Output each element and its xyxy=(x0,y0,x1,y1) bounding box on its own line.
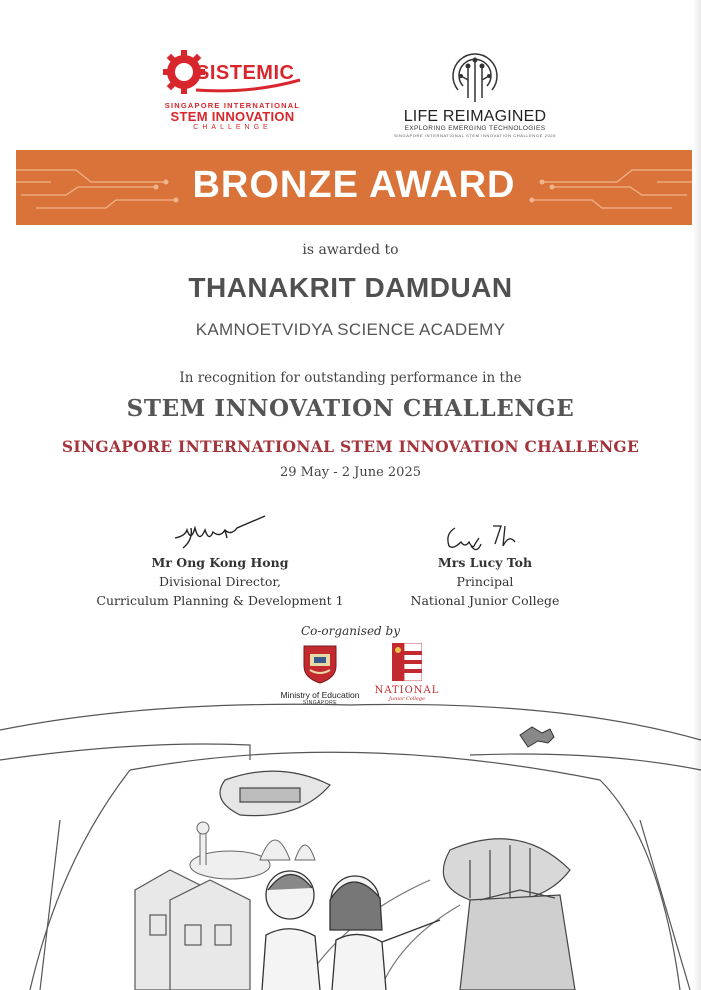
signatory-2 xyxy=(380,520,590,610)
moe-crest-icon xyxy=(302,644,338,684)
challenge-title: STEM INNOVATION CHALLENGE xyxy=(126,395,575,422)
signatory-2-title2: National Junior College xyxy=(410,593,560,608)
recipient-name: THANAKRIT DAMDUAN xyxy=(188,272,513,303)
awarded-to-text: is awarded to xyxy=(302,242,399,258)
signatory-1-name: Mr Ong Kong Hong xyxy=(151,555,289,570)
moe-country: SINGAPORE xyxy=(302,700,338,706)
sistemic-line2: STEM INNOVATION xyxy=(170,109,295,124)
sistemic-logo xyxy=(160,50,305,136)
njc-logo xyxy=(372,643,442,702)
njc-name: NATIONAL xyxy=(374,685,440,696)
sistemic-brand: SISTEMIC xyxy=(196,62,295,84)
circuit-head-icon xyxy=(448,50,502,106)
school-name: KAMNOETVIDYA SCIENCE ACADEMY xyxy=(195,320,506,339)
challenge-full-title: SINGAPORE INTERNATIONAL STEM INNOVATION CHALLENGE xyxy=(61,437,640,456)
sistemic-line1: SINGAPORE INTERNATIONAL xyxy=(164,101,301,110)
recognition-text: In recognition for outstanding performance in the xyxy=(179,370,522,386)
event-dates: 29 May - 2 June 2025 xyxy=(279,465,421,480)
life-subtitle: EXPLORING EMERGING TECHNOLOGIES xyxy=(404,125,546,132)
award-banner xyxy=(16,150,692,225)
signature-2 xyxy=(435,520,535,553)
life-reimagined-logo xyxy=(390,45,560,140)
award-title: BRONZE AWARD xyxy=(192,164,516,206)
life-title: LIFE REIMAGINED xyxy=(403,108,547,125)
njc-flag-icon xyxy=(392,643,422,681)
signatory-2-title1: Principal xyxy=(456,574,514,589)
signatory-1-title1: Divisional Director, xyxy=(158,574,281,589)
njc-subtitle: Junior College xyxy=(388,696,426,702)
coorganised-label: Co-organised by xyxy=(300,624,401,638)
life-tagline: SINGAPORE INTERNATIONAL STEM INNOVATION CHALLENGE 2025 xyxy=(394,133,556,138)
signatory-1-title2: Curriculum Planning & Development 1 xyxy=(96,593,344,608)
signatory-2-name: Mrs Lucy Toh xyxy=(437,555,533,570)
moe-logo xyxy=(280,644,360,706)
signatory-1 xyxy=(70,508,370,610)
futuristic-city-illustration xyxy=(0,700,701,990)
signature-1 xyxy=(165,508,275,553)
sistemic-line3: CHALLENGE xyxy=(193,124,272,131)
moe-name: Ministry of Education xyxy=(280,690,360,700)
